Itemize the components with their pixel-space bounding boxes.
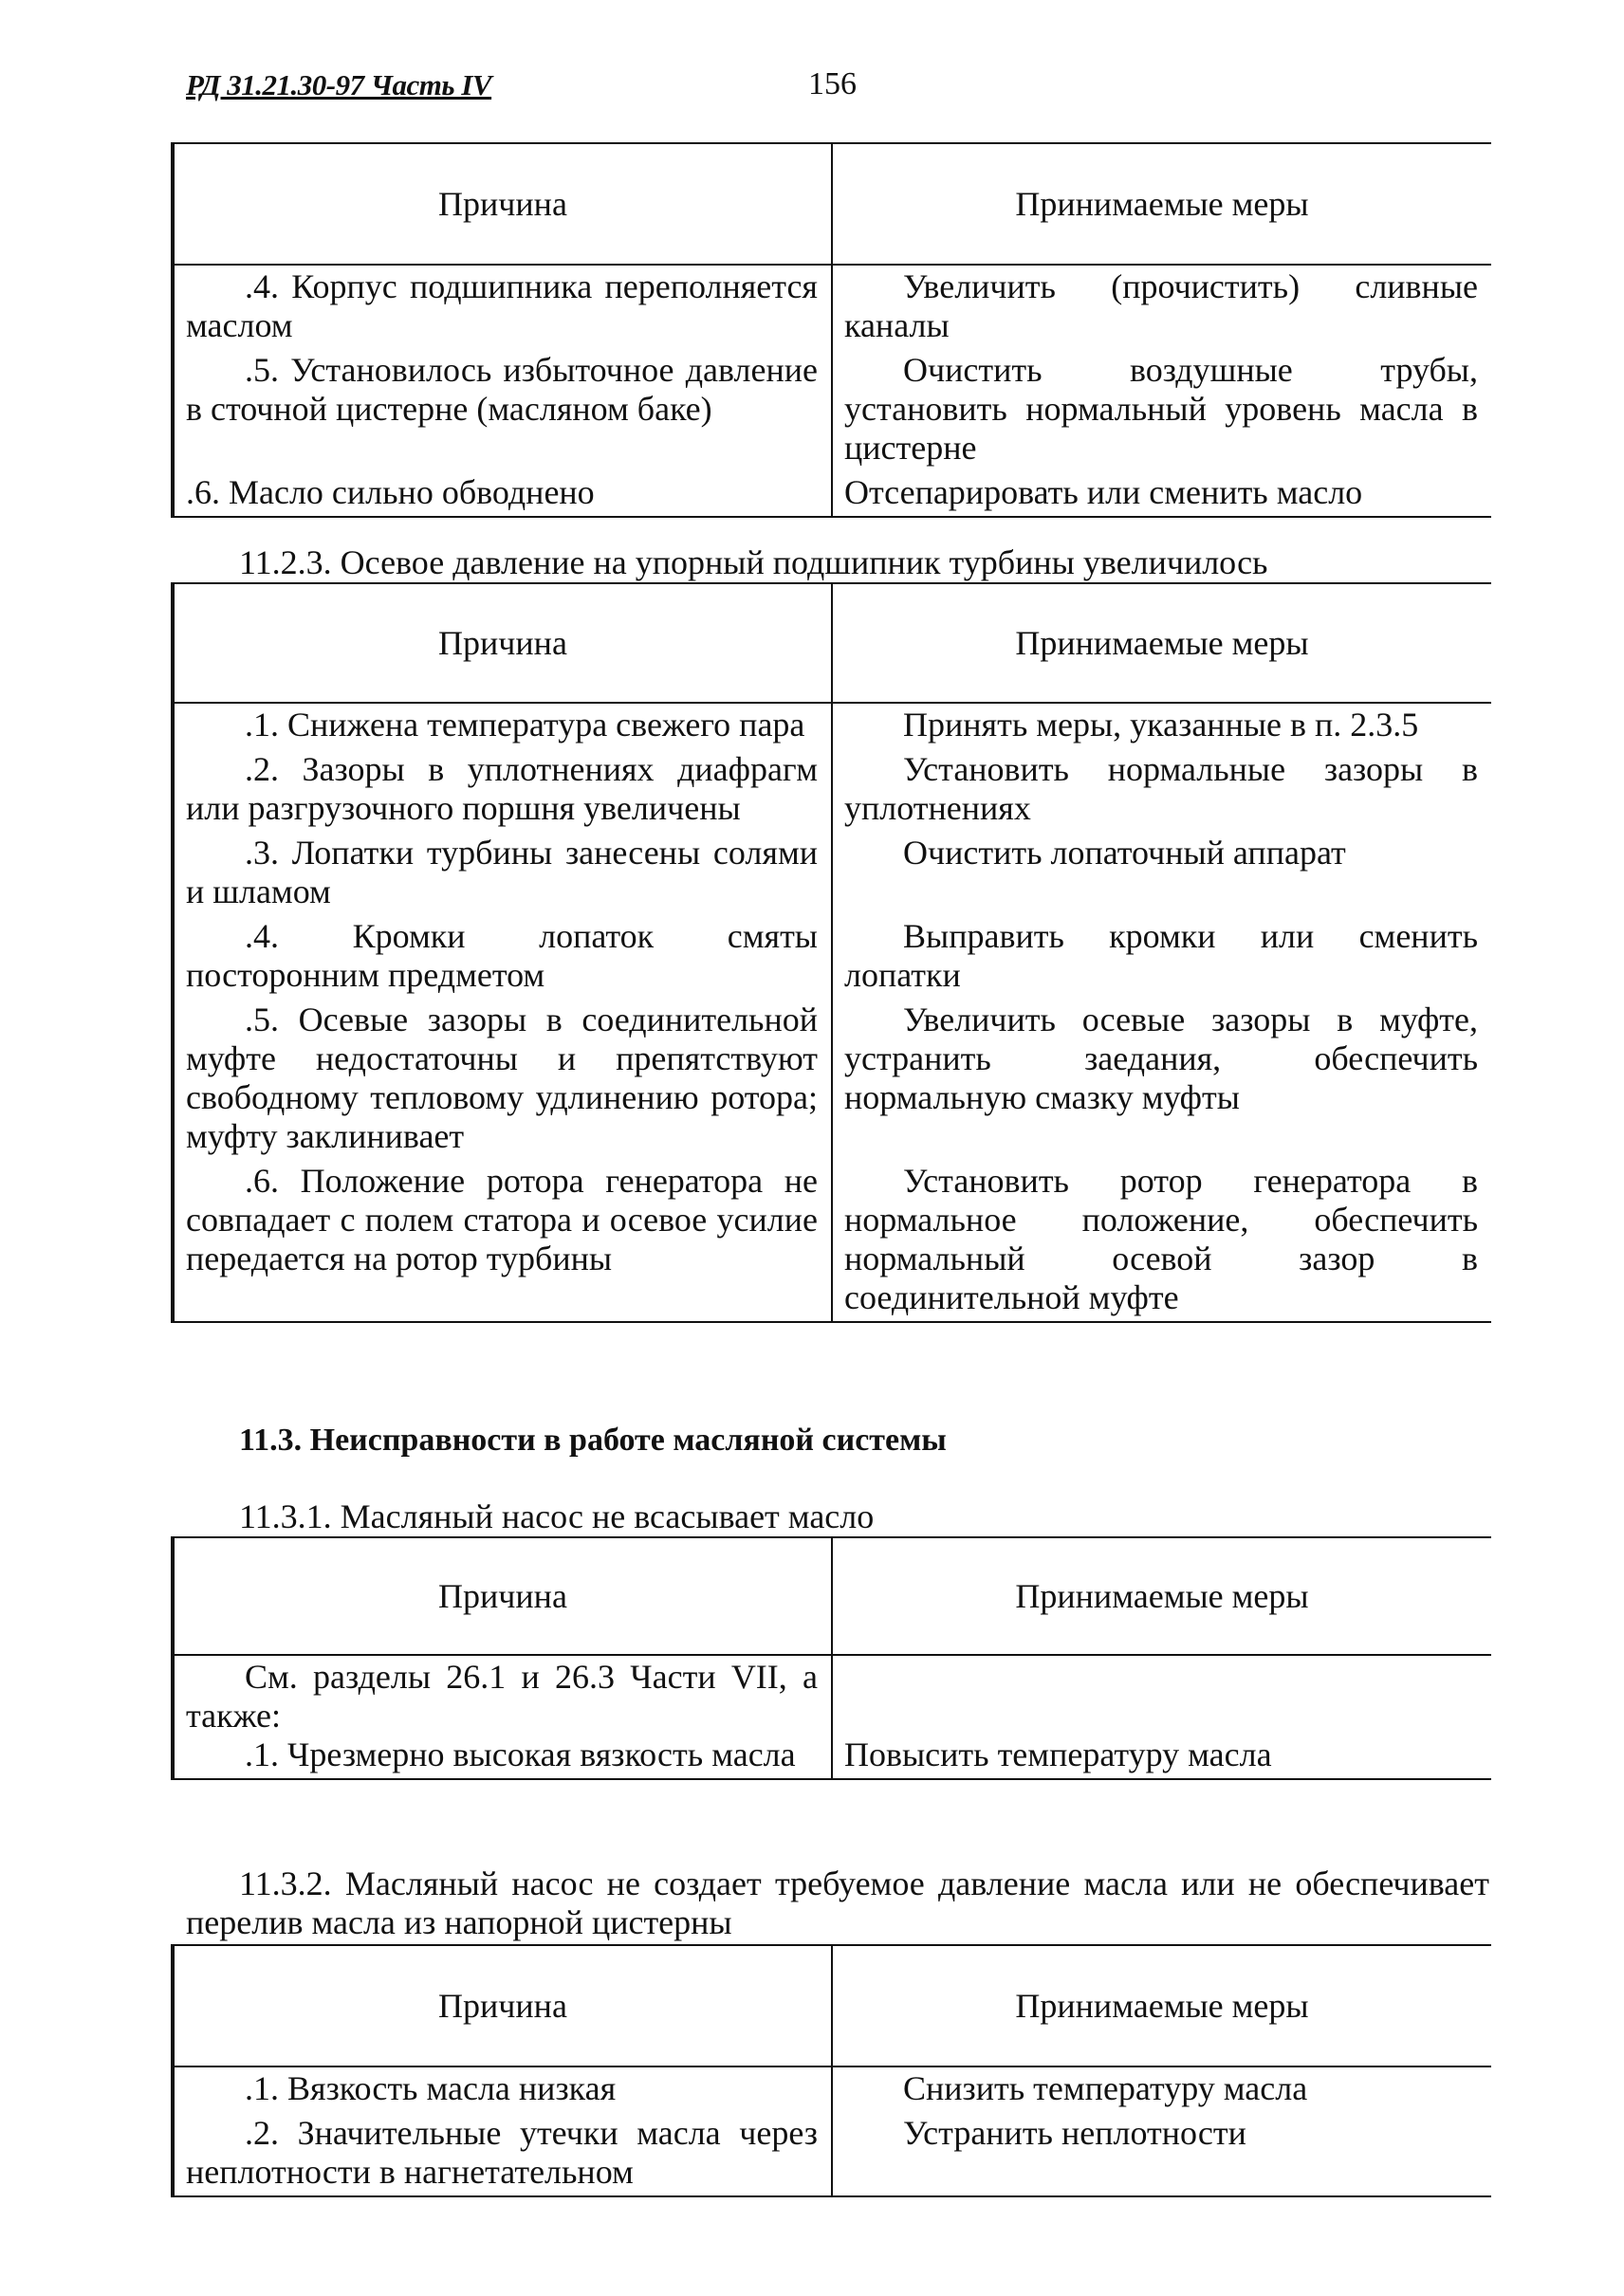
cause-cell: .1. Вязкость масла низкая: [245, 2069, 617, 2107]
table-row: [173, 748, 1491, 832]
measure-cell: Принять меры, указанные в п. 2.3.5: [903, 706, 1419, 744]
measure-cell: Устранить неплотности: [903, 2114, 1246, 2152]
table-row: [173, 915, 1491, 999]
subsection-caption-11-3-2: 11.3.2. Масляный насос не создает требуемое давление масла или не обеспечивает перелив масла из напорной цистерны: [186, 1864, 1489, 1941]
subsection-caption-11-3-1: 11.3.1. Масляный насос не всасывает масло: [239, 1497, 875, 1535]
column-header-measures: Принимаемые меры: [832, 583, 1491, 703]
cause-cell: .5. Установилось избыточное давление в сточной цистерне (масляном баке): [186, 351, 818, 428]
cause-intro: См. разделы 26.1 и 26.3 Части VII, а также:: [186, 1658, 818, 1735]
table-row: [173, 703, 1491, 748]
table-thrust-bearing-pressure: [171, 582, 1491, 1323]
measure-cell: Снизить температуру масла: [903, 2069, 1308, 2107]
measure-cell: Выправить кромки или сменить лопатки: [844, 917, 1478, 994]
table-oil-pump-pressure: [171, 1944, 1491, 2197]
table-row: [173, 2112, 1491, 2196]
measure-cell: Очистить лопаточный аппарат: [903, 834, 1346, 872]
document-reference: РД 31.21.30-97 Часть IV: [186, 68, 492, 101]
cause-cell: .2. Зазоры в уплотнениях диафрагм или разгрузочного поршня увеличены: [186, 750, 818, 827]
cause-cell: .5. Осевые зазоры в соединительной муфте недостаточны и препятствуют свободному тепловому удлинению ротора; муфту заклинивает: [186, 1001, 818, 1155]
measure-cell: Отсепарировать или сменить масло: [844, 473, 1363, 511]
measure-cell: Повысить температуру масла: [844, 1736, 1272, 1773]
table-turbine-bearing-oil: [171, 142, 1491, 518]
column-header-measures: Принимаемые меры: [832, 1537, 1491, 1655]
table-row: [173, 1160, 1491, 1322]
measure-cell: Установить нормальные зазоры в уплотнениях: [844, 750, 1478, 827]
column-header-cause: Причина: [173, 583, 832, 703]
cause-cell: .4. Корпус подшипника переполняется маслом: [186, 267, 818, 344]
measure-cell: Увеличить осевые зазоры в муфте, устранить заедания, обеспечить нормальную смазку муфты: [844, 1001, 1478, 1116]
column-header-measures: Принимаемые меры: [832, 1945, 1491, 2066]
cause-cell: .4. Кромки лопаток смяты посторонним предметом: [186, 917, 818, 994]
subsection-caption-11-2-3: 11.2.3. Осевое давление на упорный подшипник турбины увеличилось: [239, 543, 1268, 581]
column-header-measures: Принимаемые меры: [832, 143, 1491, 265]
cause-cell: .6. Положение ротора генератора не совпадает с полем статора и осевое усилие передается на ротор турбины: [186, 1162, 818, 1277]
section-title-11-3: 11.3. Неисправности в работе масляной системы: [239, 1423, 947, 1458]
page-number: 156: [808, 66, 857, 101]
table-oil-pump-suction: [171, 1536, 1491, 1780]
table-row: [173, 471, 1491, 517]
measure-cell: Увеличить (прочистить) сливные каналы: [844, 267, 1478, 344]
cause-cell: .2. Значительные утечки масла через неплотности в нагнетательном: [186, 2114, 818, 2191]
table-row: [173, 1655, 1491, 1779]
measure-cell: Установить ротор генератора в нормальное положение, обеспечить нормальный осевой зазор в соединительной муфте: [844, 1162, 1478, 1316]
table-row: [173, 2066, 1491, 2112]
cause-cell: .1. Снижена температура свежего пара: [245, 706, 805, 744]
cause-cell: .3. Лопатки турбины занесены солями и шламом: [186, 834, 818, 910]
cause-cell: .1. Чрезмерно высокая вязкость масла: [245, 1736, 796, 1773]
table-row: [173, 265, 1491, 349]
cause-cell: .6. Масло сильно обводнено: [186, 473, 595, 511]
table-row: [173, 999, 1491, 1160]
table-row: [173, 349, 1491, 471]
table-row: [173, 832, 1491, 915]
column-header-cause: Причина: [173, 1945, 832, 2066]
measure-cell: Очистить воздушные трубы, установить нормальный уровень масла в цистерне: [844, 351, 1478, 467]
column-header-cause: Причина: [173, 143, 832, 265]
column-header-cause: Причина: [173, 1537, 832, 1655]
